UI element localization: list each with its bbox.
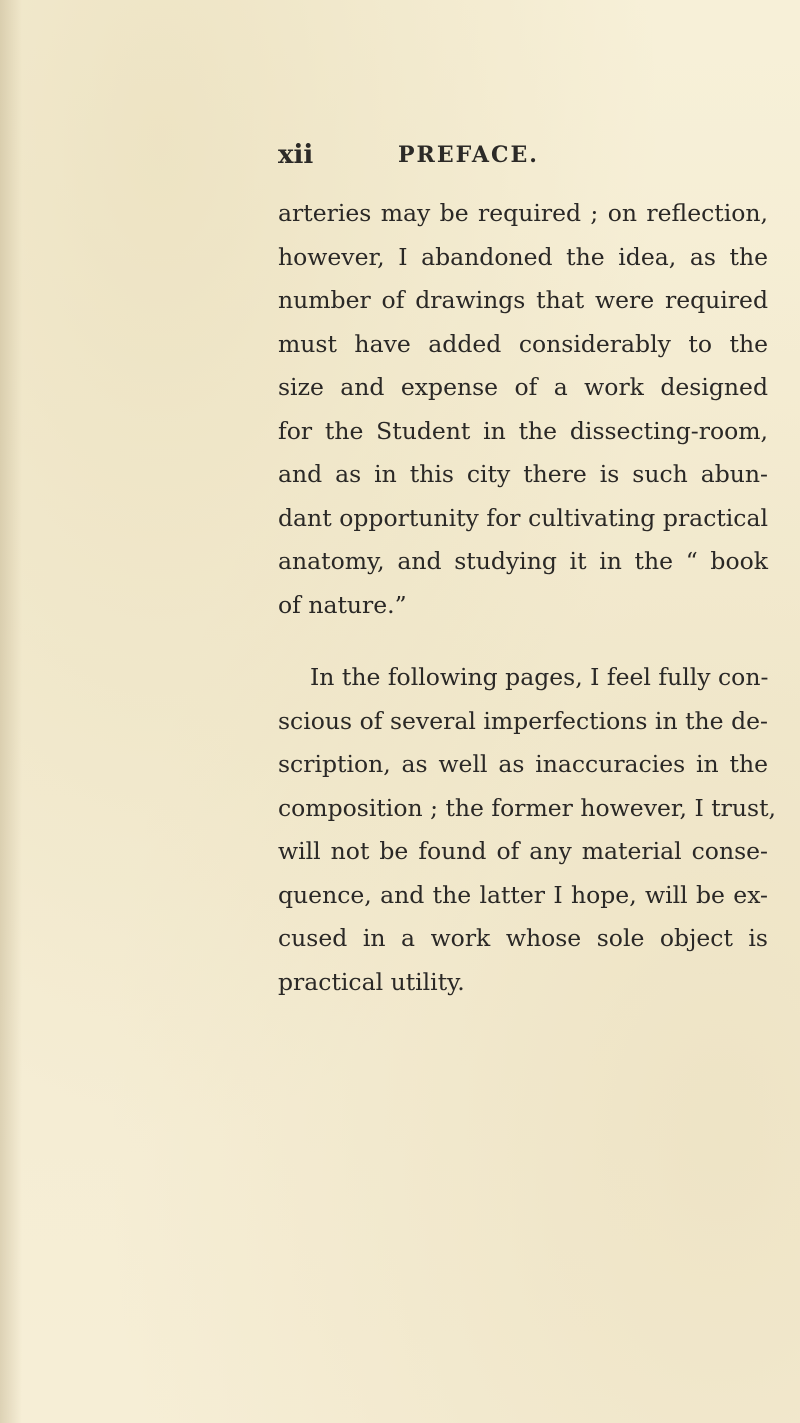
page-gutter-shadow bbox=[0, 0, 22, 1423]
text-line: of nature.” bbox=[278, 590, 407, 619]
text-line: for the Student in the dissecting-room, bbox=[278, 416, 768, 445]
text-line: however, I abandoned the idea, as the bbox=[278, 242, 768, 271]
text-line: size and expense of a work designed bbox=[278, 373, 768, 401]
text-line: scription, as well as inaccuracies in the bbox=[278, 750, 768, 778]
paragraph-gap bbox=[278, 627, 768, 656]
text-line: must have added considerably to the bbox=[278, 329, 768, 358]
text-line: cused in a work whose sole object is bbox=[278, 924, 768, 952]
text-line: arteries may be required ; on reflection, bbox=[278, 199, 768, 227]
text-line: anatomy, and studying it in the “ book bbox=[278, 547, 768, 575]
text-line: composition ; the former however, I trust, bbox=[278, 793, 777, 822]
running-title: PREFACE. bbox=[398, 142, 539, 168]
text-line: number of drawings that were required bbox=[278, 286, 768, 314]
text-line: scious of several imperfections in the de- bbox=[278, 706, 768, 735]
body-text bbox=[278, 192, 777, 1004]
text-line: will not be found of any material conse- bbox=[278, 837, 768, 865]
text-line: quence, and the latter I hope, will be ex- bbox=[278, 880, 768, 909]
text-line: dant opportunity for cultivating practical bbox=[278, 503, 768, 532]
text-line: and as in this city there is such abun- bbox=[278, 460, 768, 488]
page-number: xii bbox=[278, 140, 314, 170]
paragraph-2 bbox=[278, 656, 777, 1004]
text-line: practical utility. bbox=[278, 967, 465, 996]
paragraph-1 bbox=[278, 192, 768, 627]
text-line: In the following pages, I feel fully con- bbox=[310, 663, 769, 691]
